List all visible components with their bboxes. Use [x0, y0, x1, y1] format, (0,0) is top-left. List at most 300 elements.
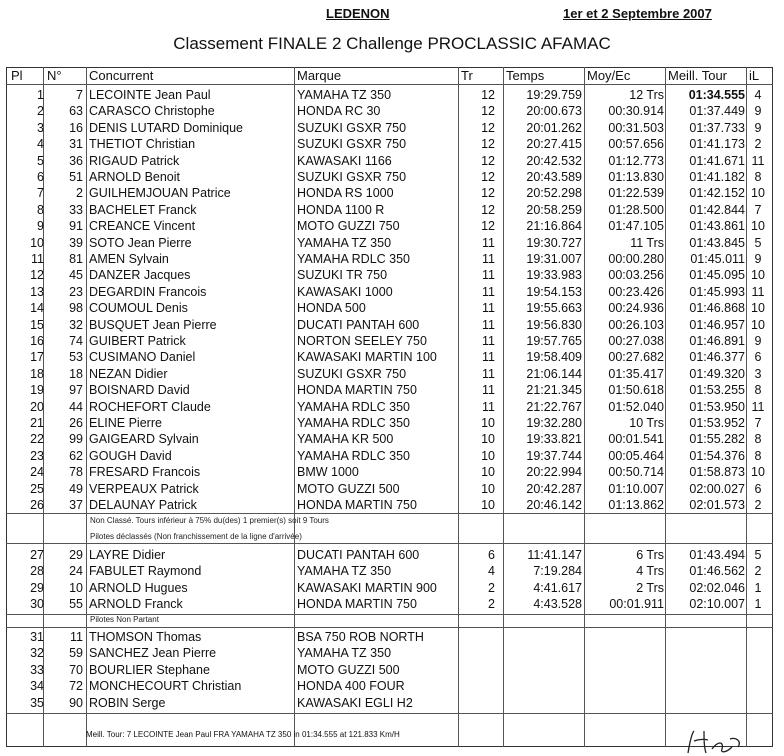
cell-name: FRESARD Francois — [89, 465, 201, 480]
cell-meill: 01:43.861 — [689, 219, 745, 234]
col-header-temps: Temps — [506, 68, 545, 83]
cell-tr: 12 — [481, 104, 495, 119]
cell-marque: YAMAHA TZ 350 — [297, 646, 392, 661]
cell-tr: 11 — [482, 235, 495, 250]
col-header-meill: Meill. Tour — [668, 68, 728, 83]
cell-tr: 12 — [481, 153, 495, 168]
cell-il: 7 — [754, 202, 762, 217]
cell-il: 11 — [751, 399, 765, 414]
cell-pl: 4 — [37, 137, 44, 152]
cell-il: 6 — [754, 481, 762, 496]
cell-il: 8 — [754, 383, 762, 398]
cell-pl: 35 — [30, 695, 44, 710]
cell-temps: 20:46.142 — [526, 498, 582, 512]
cell-il: 9 — [754, 334, 762, 348]
cell-tr: 12 — [481, 120, 495, 135]
venue-title: LEDENON — [326, 6, 390, 21]
cell-meill: 01:46.868 — [689, 301, 745, 316]
table-row — [0, 349, 784, 365]
table-row — [0, 120, 784, 136]
cell-il: 2 — [754, 137, 762, 152]
cell-name: FABULET Raymond — [89, 564, 202, 579]
cell-moy: 01:35.417 — [608, 366, 664, 381]
cell-name: MONCHECOURT Christian — [89, 679, 242, 694]
cell-meill: 01:53.255 — [689, 383, 745, 398]
cell-moy: 00:26.103 — [608, 317, 664, 332]
cell-moy: 00:27.038 — [608, 334, 664, 348]
table-row — [0, 333, 784, 349]
signature-mark — [682, 727, 746, 755]
cell-name: GUILHEMJOUAN Patrice — [89, 186, 231, 201]
cell-meill: 01:46.377 — [689, 350, 745, 365]
cell-no: 63 — [69, 104, 83, 119]
cell-marque: YAMAHA RDLC 350 — [297, 399, 411, 414]
cell-no: 62 — [69, 448, 83, 463]
cell-il: 10 — [751, 317, 765, 332]
cell-marque: HONDA 500 — [297, 301, 366, 316]
cell-temps: 19:55.663 — [526, 301, 582, 316]
cell-name: SOTO Jean Pierre — [89, 235, 192, 250]
cell-temps: 19:56.830 — [526, 317, 582, 332]
cell-il: 8 — [754, 448, 762, 463]
cell-temps: 20:27.415 — [526, 137, 582, 152]
cell-pl: 17 — [30, 350, 44, 365]
cell-marque: HONDA RC 30 — [297, 104, 381, 119]
cell-moy: 01:47.105 — [608, 219, 664, 234]
cell-name: ARNOLD Benoit — [89, 170, 181, 184]
cell-il: 10 — [751, 301, 765, 316]
cell-name: GUIBERT Patrick — [89, 334, 186, 348]
cell-tr: 10 — [481, 416, 495, 430]
cell-meill: 01:41.182 — [689, 170, 745, 184]
table-row — [0, 317, 784, 333]
cell-meill: 01:45.993 — [689, 284, 745, 299]
cell-name: CREANCE Vincent — [89, 219, 196, 234]
cell-meill: 01:41.671 — [689, 153, 745, 168]
cell-meill: 01:58.873 — [689, 465, 745, 480]
cell-pl: 5 — [37, 153, 44, 168]
cell-pl: 9 — [37, 219, 44, 234]
cell-name: THETIOT Christian — [89, 137, 196, 152]
cell-pl: 7 — [37, 186, 44, 201]
cell-moy: 11 Trs — [630, 235, 664, 250]
cell-il: 7 — [754, 416, 762, 430]
cell-marque: MOTO GUZZI 500 — [297, 662, 400, 677]
cell-il: 3 — [754, 366, 762, 381]
cell-no: 10 — [69, 580, 83, 595]
cell-name: ROCHEFORT Claude — [89, 399, 211, 414]
table-row — [0, 695, 784, 711]
cell-no: 90 — [69, 695, 83, 710]
table-row — [0, 366, 784, 382]
cell-temps: 20:52.298 — [526, 186, 582, 201]
col-header-no: N° — [47, 68, 62, 83]
cell-pl: 25 — [30, 481, 44, 496]
cell-name: BUSQUET Jean Pierre — [89, 317, 217, 332]
cell-marque: DUCATI PANTAH 600 — [297, 548, 420, 562]
cell-no: 16 — [69, 120, 83, 135]
cell-no: 74 — [69, 334, 83, 348]
cell-tr: 12 — [481, 88, 495, 102]
cell-pl: 32 — [30, 646, 44, 661]
table-row — [0, 136, 784, 152]
col-header-marque: Marque — [297, 68, 342, 83]
cell-moy: 2 Trs — [636, 580, 664, 595]
cell-moy: 00:01.911 — [609, 597, 664, 612]
cell-pl: 11 — [31, 252, 44, 266]
col-header-pl: Pl — [11, 68, 23, 83]
cell-no: 59 — [69, 646, 83, 661]
cell-temps: 19:58.409 — [526, 350, 582, 365]
cell-meill: 01:42.152 — [689, 186, 745, 201]
cell-tr: 11 — [482, 399, 495, 414]
cell-no: 53 — [69, 350, 83, 365]
cell-il: 10 — [751, 268, 765, 283]
cell-name: RIGAUD Patrick — [89, 153, 180, 168]
cell-meill: 01:53.952 — [689, 416, 745, 430]
cell-temps: 20:00.673 — [526, 104, 582, 119]
cell-name: LECOINTE Jean Paul — [89, 88, 211, 102]
cell-meill: 01:54.376 — [689, 448, 745, 463]
cell-name: BACHELET Franck — [89, 202, 197, 217]
section-divider — [6, 543, 773, 544]
cell-moy: 10 Trs — [629, 416, 664, 430]
cell-temps: 20:42.287 — [526, 481, 582, 496]
cell-no: 18 — [69, 366, 83, 381]
cell-il: 8 — [754, 170, 762, 184]
cell-pl: 33 — [30, 662, 44, 677]
cell-meill: 01:49.320 — [689, 366, 745, 381]
cell-moy: 01:12.773 — [608, 153, 664, 168]
cell-tr: 11 — [482, 334, 495, 348]
cell-marque: HONDA 1100 R — [297, 202, 385, 217]
cell-marque: KAWASAKI MARTIN 900 — [297, 580, 437, 595]
cell-moy: 00:50.714 — [608, 465, 664, 480]
cell-pl: 2 — [37, 104, 44, 119]
cell-tr: 10 — [481, 465, 495, 480]
cell-name: THOMSON Thomas — [89, 630, 202, 644]
cell-temps: 19:31.007 — [526, 252, 582, 266]
cell-meill: 01:42.844 — [689, 202, 745, 217]
event-dates: 1er et 2 Septembre 2007 — [563, 6, 712, 21]
col-header-moy: Moy/Ec — [587, 68, 631, 83]
cell-marque: NORTON SEELEY 750 — [297, 334, 427, 348]
table-row — [0, 169, 784, 185]
table-row — [0, 153, 784, 169]
cell-tr: 12 — [481, 202, 495, 217]
cell-no: 78 — [69, 465, 83, 480]
cell-il: 5 — [754, 235, 762, 250]
cell-marque: MOTO GUZZI 750 — [297, 219, 400, 234]
cell-marque: YAMAHA RDLC 350 — [297, 252, 411, 266]
cell-tr: 11 — [482, 268, 495, 283]
cell-moy: 01:13.862 — [608, 498, 664, 512]
cell-il: 1 — [754, 597, 762, 612]
cell-no: 91 — [69, 219, 83, 234]
cell-name: GOUGH David — [89, 448, 172, 463]
cell-meill: 01:43.845 — [689, 235, 745, 250]
cell-name: LAYRE Didier — [89, 548, 166, 562]
table-row — [0, 497, 784, 513]
cell-no: 2 — [76, 186, 83, 201]
cell-temps: 21:16.864 — [526, 219, 582, 234]
table-row — [0, 678, 784, 694]
cell-il: 9 — [754, 120, 762, 135]
cell-moy: 01:52.040 — [608, 399, 664, 414]
cell-marque: KAWASAKI 1000 — [297, 284, 393, 299]
cell-tr: 10 — [481, 448, 495, 463]
table-row — [0, 645, 784, 661]
cell-marque: YAMAHA TZ 350 — [297, 88, 392, 102]
cell-no: 37 — [69, 498, 83, 512]
table-row — [0, 284, 784, 300]
table-row — [0, 218, 784, 234]
cell-marque: KAWASAKI 1166 — [297, 153, 392, 168]
cell-meill: 01:34.555 — [688, 88, 745, 102]
cell-name: ROBIN Serge — [89, 695, 166, 710]
cell-tr: 11 — [482, 284, 495, 299]
cell-name: AMEN Sylvain — [89, 252, 169, 266]
page-title: Classement FINALE 2 Challenge PROCLASSIC AFAMAC — [173, 34, 611, 53]
cell-moy: 00:03.256 — [608, 268, 664, 283]
cell-il: 9 — [754, 104, 762, 119]
cell-moy: 00:27.682 — [608, 350, 664, 365]
cell-temps: 19:30.727 — [526, 235, 582, 250]
table-row — [0, 481, 784, 497]
cell-il: 9 — [754, 252, 762, 266]
cell-marque: HONDA MARTIN 750 — [297, 597, 417, 612]
cell-name: CARASCO Christophe — [89, 104, 215, 119]
cell-no: 81 — [69, 252, 83, 266]
col-header-concurrent: Concurrent — [89, 68, 154, 83]
cell-meill: 01:43.494 — [689, 548, 745, 562]
cell-no: 24 — [69, 564, 83, 579]
cell-meill: 01:55.282 — [689, 432, 745, 447]
cell-moy: 00:05.464 — [608, 448, 664, 463]
cell-pl: 26 — [30, 498, 44, 512]
cell-marque: SUZUKI GSXR 750 — [297, 170, 407, 184]
cell-name: SANCHEZ Jean Pierre — [89, 646, 217, 661]
cell-pl: 31 — [30, 630, 44, 644]
table-row — [0, 251, 784, 267]
cell-pl: 3 — [37, 120, 44, 135]
cell-no: 36 — [69, 153, 83, 168]
cell-no: 99 — [69, 432, 83, 447]
cell-pl: 20 — [30, 399, 44, 414]
table-row — [0, 382, 784, 398]
cell-pl: 10 — [30, 235, 44, 250]
cell-pl: 23 — [30, 448, 44, 463]
cell-name: DEGARDIN Francois — [89, 284, 207, 299]
section-divider — [6, 627, 773, 628]
cell-marque: SUZUKI GSXR 750 — [297, 120, 407, 135]
cell-pl: 16 — [30, 334, 44, 348]
cell-no: 98 — [69, 301, 83, 316]
cell-pl: 15 — [30, 317, 44, 332]
cell-no: 32 — [69, 317, 83, 332]
cell-pl: 1 — [37, 88, 44, 102]
cell-il: 5 — [754, 548, 762, 562]
cell-temps: 19:54.153 — [526, 284, 582, 299]
cell-tr: 6 — [488, 548, 495, 562]
cell-pl: 21 — [30, 416, 44, 430]
cell-moy: 00:24.936 — [608, 301, 664, 316]
table-row — [0, 629, 784, 645]
cell-temps: 21:21.345 — [526, 383, 582, 398]
table-row — [0, 563, 784, 579]
cell-marque: KAWASAKI EGLI H2 — [297, 695, 413, 710]
cell-temps: 21:22.767 — [526, 399, 582, 414]
cell-tr: 12 — [481, 186, 495, 201]
header-divider — [6, 84, 773, 85]
cell-meill: 02:02.046 — [689, 580, 745, 595]
cell-pl: 8 — [37, 202, 44, 217]
cell-no: 45 — [69, 268, 83, 283]
cell-meill: 01:46.562 — [689, 564, 745, 579]
cell-il: 11 — [751, 153, 765, 168]
cell-tr: 11 — [482, 366, 495, 381]
cell-pl: 14 — [30, 301, 44, 316]
cell-marque: BMW 1000 — [297, 465, 359, 480]
cell-name: ARNOLD Franck — [89, 597, 183, 612]
best-lap-footer: Meill. Tour: 7 LECOINTE Jean Paul FRA YAMAHA TZ 350 in 01:34.555 at 121.833 Km/H — [86, 730, 400, 739]
cell-no: 23 — [69, 284, 83, 299]
cell-il: 10 — [751, 186, 765, 201]
table-row — [0, 415, 784, 431]
cell-meill: 01:37.733 — [689, 120, 745, 135]
cell-temps: 4:41.617 — [533, 580, 582, 595]
cell-name: CUSIMANO Daniel — [89, 350, 196, 365]
table-row — [0, 448, 784, 464]
table-row — [0, 399, 784, 415]
cell-name: NEZAN Didier — [89, 366, 168, 381]
cell-marque: HONDA 400 FOUR — [297, 679, 405, 694]
cell-name: BOURLIER Stephane — [89, 662, 210, 677]
col-header-il: iL — [749, 68, 760, 83]
cell-meill: 01:37.449 — [689, 104, 745, 119]
note-non-classe: Non Classé. Tours inférieur à 75% du(des) 1 premier(s) soit 9 Tours — [90, 516, 329, 525]
cell-meill: 01:41.173 — [689, 137, 745, 152]
cell-meill: 01:45.095 — [689, 268, 745, 283]
cell-no: 51 — [69, 170, 83, 184]
cell-temps: 19:57.765 — [526, 334, 582, 348]
cell-temps: 20:42.532 — [526, 153, 582, 168]
cell-il: 10 — [751, 219, 765, 234]
cell-marque: YAMAHA TZ 350 — [297, 564, 392, 579]
cell-meill: 01:53.950 — [689, 399, 745, 414]
cell-moy: 00:00.280 — [608, 252, 664, 266]
cell-marque: YAMAHA KR 500 — [297, 432, 394, 447]
cell-no: 55 — [69, 597, 83, 612]
cell-tr: 11 — [482, 301, 495, 316]
cell-pl: 18 — [30, 366, 44, 381]
cell-temps: 19:33.821 — [526, 432, 582, 447]
cell-moy: 01:50.618 — [608, 383, 664, 398]
cell-temps: 19:37.744 — [526, 448, 582, 463]
cell-moy: 01:13.830 — [608, 170, 664, 184]
table-row — [0, 267, 784, 283]
cell-il: 11 — [751, 284, 765, 299]
cell-marque: BSA 750 ROB NORTH — [297, 630, 424, 644]
table-row — [0, 202, 784, 218]
table-row — [0, 87, 784, 103]
table-row — [0, 235, 784, 251]
cell-no: 97 — [69, 383, 83, 398]
cell-temps: 4:43.528 — [533, 597, 582, 612]
cell-tr: 11 — [482, 350, 495, 365]
cell-name: GAIGEARD Sylvain — [89, 432, 199, 447]
cell-no: 31 — [69, 137, 83, 152]
cell-no: 70 — [69, 662, 83, 677]
cell-meill: 02:01.573 — [689, 498, 745, 512]
cell-temps: 19:33.983 — [526, 268, 582, 283]
table-row — [0, 103, 784, 119]
cell-moy: 00:57.656 — [608, 137, 664, 152]
cell-il: 1 — [754, 580, 762, 595]
cell-tr: 2 — [488, 597, 495, 612]
cell-marque: YAMAHA RDLC 350 — [297, 448, 411, 463]
cell-pl: 28 — [30, 564, 44, 579]
cell-no: 39 — [69, 235, 83, 250]
cell-meill: 02:00.027 — [689, 481, 745, 496]
col-header-tr: Tr — [461, 68, 473, 83]
cell-tr: 2 — [488, 580, 495, 595]
cell-pl: 19 — [30, 383, 44, 398]
cell-tr: 4 — [488, 564, 495, 579]
cell-tr: 10 — [481, 481, 495, 496]
cell-no: 72 — [69, 679, 83, 694]
cell-meill: 01:45.011 — [690, 252, 745, 266]
cell-il: 4 — [754, 88, 762, 102]
cell-marque: HONDA MARTIN 750 — [297, 383, 417, 398]
cell-moy: 6 Trs — [636, 548, 664, 562]
cell-tr: 11 — [482, 383, 495, 398]
cell-name: ARNOLD Hugues — [89, 580, 188, 595]
cell-pl: 34 — [30, 679, 44, 694]
cell-moy: 00:31.503 — [608, 120, 664, 135]
cell-name: DANZER Jacques — [89, 268, 191, 283]
cell-no: 7 — [76, 88, 83, 102]
cell-no: 49 — [69, 481, 83, 496]
table-row — [0, 300, 784, 316]
cell-temps: 19:29.759 — [526, 88, 582, 102]
cell-moy: 01:22.539 — [608, 186, 664, 201]
cell-tr: 10 — [481, 432, 495, 447]
cell-marque: DUCATI PANTAH 600 — [297, 317, 420, 332]
cell-name: COUMOUL Denis — [89, 301, 188, 316]
cell-meill: 01:46.957 — [689, 317, 745, 332]
cell-marque: MOTO GUZZI 500 — [297, 481, 400, 496]
cell-marque: SUZUKI GSXR 750 — [297, 137, 407, 152]
cell-moy: 00:23.426 — [608, 284, 664, 299]
section-divider — [6, 513, 773, 514]
cell-marque: SUZUKI GSXR 750 — [297, 366, 407, 381]
cell-tr: 12 — [481, 170, 495, 184]
cell-marque: HONDA RS 1000 — [297, 186, 394, 201]
cell-no: 11 — [70, 630, 83, 644]
cell-name: DENIS LUTARD Dominique — [89, 120, 243, 135]
cell-temps: 20:58.259 — [526, 202, 582, 217]
cell-no: 29 — [69, 548, 83, 562]
cell-temps: 21:06.144 — [526, 366, 582, 381]
cell-name: ELINE Pierre — [89, 416, 162, 430]
cell-moy: 01:10.007 — [608, 481, 664, 496]
note-non-partants: Pilotes Non Partant — [90, 615, 159, 624]
table-row — [0, 580, 784, 596]
cell-tr: 11 — [482, 252, 495, 266]
cell-il: 8 — [754, 432, 762, 447]
cell-temps: 11:41.147 — [527, 548, 582, 562]
